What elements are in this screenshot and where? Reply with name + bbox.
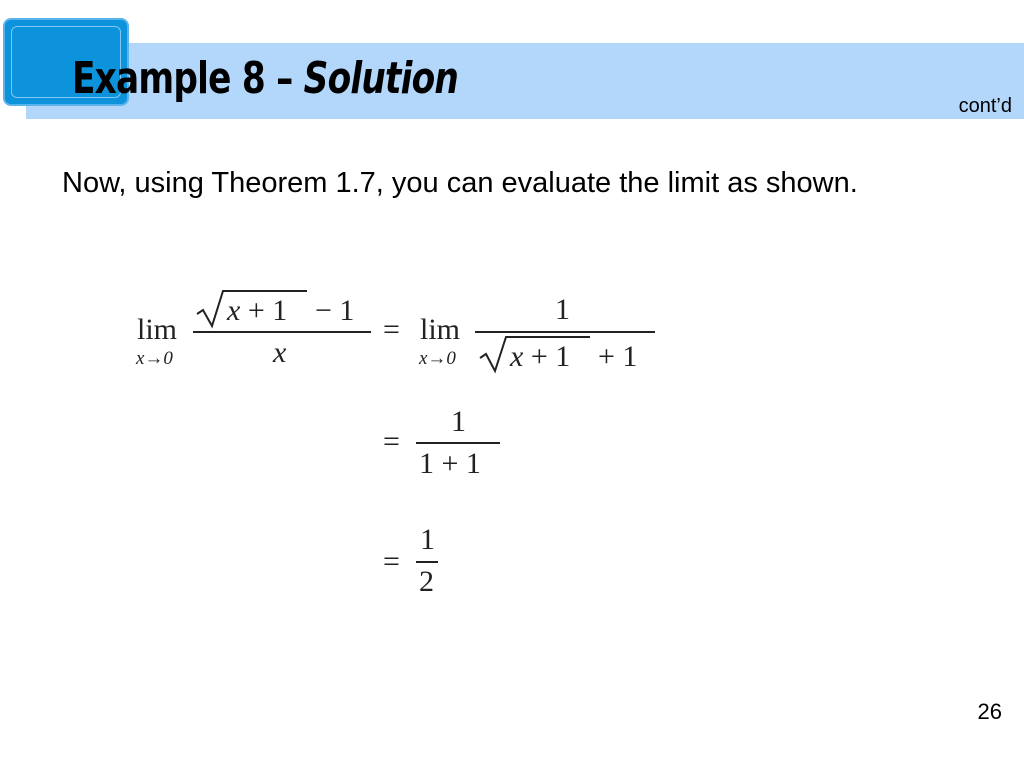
lim-label-2: lim bbox=[420, 313, 461, 346]
equals-sign-3: = bbox=[383, 545, 400, 578]
equals-sign-1: = bbox=[383, 313, 400, 346]
title-main: Example 8 – bbox=[72, 53, 293, 104]
rhs1-numerator: 1 bbox=[555, 293, 570, 326]
continued-label: cont’d bbox=[958, 95, 1012, 117]
rhs3-numerator: 1 bbox=[420, 523, 435, 556]
svg-text:+ 1: + 1 bbox=[598, 340, 638, 373]
sqrt-denominator-rhs1 bbox=[478, 334, 658, 376]
svg-text:− 1: − 1 bbox=[315, 294, 355, 327]
body-text: Now, using Theorem 1.7, you can evaluate the limit as shown. bbox=[62, 167, 858, 199]
lhs-denominator: x bbox=[273, 336, 287, 369]
svg-text:x + 1: x + 1 bbox=[510, 340, 571, 373]
fraction-bar-rhs1 bbox=[475, 331, 655, 333]
lim-subscript-2: x→0 bbox=[419, 348, 456, 369]
lim-subscript: x→0 bbox=[136, 348, 173, 369]
title-italic: Solution bbox=[303, 53, 459, 104]
equals-sign-2: = bbox=[383, 425, 400, 458]
fraction-bar-rhs2 bbox=[416, 442, 500, 444]
slide-title bbox=[72, 44, 458, 114]
lim-label: lim bbox=[137, 313, 178, 346]
page-number: 26 bbox=[977, 699, 1002, 724]
fraction-bar-rhs3 bbox=[416, 561, 438, 563]
rhs2-denominator: 1 + 1 bbox=[419, 447, 481, 480]
rhs3-denominator: 2 bbox=[419, 565, 434, 598]
fraction-bar-lhs bbox=[193, 331, 371, 333]
sqrt-numerator-lhs bbox=[195, 288, 375, 330]
svg-text:x + 1: x + 1 bbox=[227, 294, 288, 327]
rhs2-numerator: 1 bbox=[451, 405, 466, 438]
